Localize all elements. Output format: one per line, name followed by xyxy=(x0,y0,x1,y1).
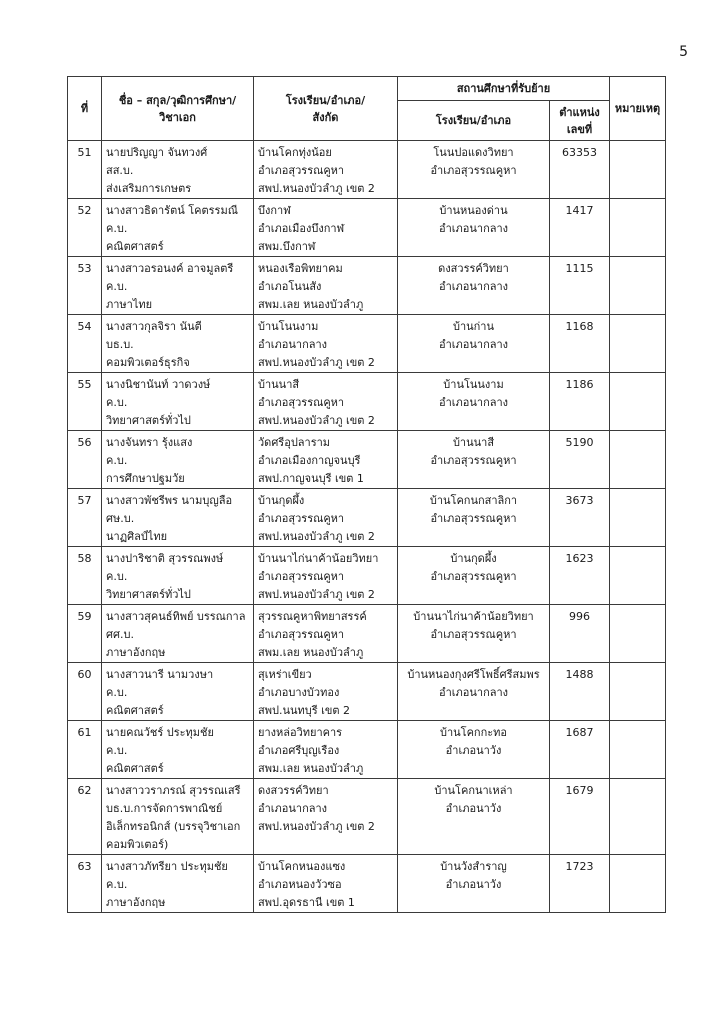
table-row xyxy=(68,315,666,373)
row-number: 53 xyxy=(68,257,102,315)
table-row xyxy=(68,199,666,257)
table-row xyxy=(68,141,666,199)
position-number-cell: 1115 xyxy=(550,257,610,315)
header-row xyxy=(68,77,666,101)
position-number-cell: 1679 xyxy=(550,779,610,855)
teacher-name-cell: นางสาวภัทรียา ประทุมชัย ค.บ. ภาษาอังกฤษ xyxy=(102,855,254,913)
transfer-table xyxy=(67,76,666,913)
table-row xyxy=(68,855,666,913)
row-number: 55 xyxy=(68,373,102,431)
position-number-cell: 996 xyxy=(550,605,610,663)
current-school-cell: วัดศรีอุปลาราม อำเภอเมืองกาญจนบุรี สพป.กาญจนบุรี เขต 1 xyxy=(254,431,398,489)
position-number-cell: 1417 xyxy=(550,199,610,257)
teacher-name-cell: นางสาวพัชรีพร นามบุญลือ ศษ.บ. นาฏศิลป์ไทย xyxy=(102,489,254,547)
current-school-cell: บ้านโนนงาม อำเภอนากลาง สพป.หนองบัวลำภู เขต 2 xyxy=(254,315,398,373)
destination-school-cell: บ้านวังสำราญ อำเภอนาวัง xyxy=(398,855,550,913)
position-number-cell: 3673 xyxy=(550,489,610,547)
remark-cell xyxy=(610,663,666,721)
table-row xyxy=(68,663,666,721)
teacher-name-cell: นางสาวสุคนธ์ทิพย์ บรรณกาล ศศ.บ. ภาษาอังกฤษ xyxy=(102,605,254,663)
current-school-cell: บ้านนาไก่นาค้าน้อยวิทยา อำเภอสุวรรณคูหา สพป.หนองบัวลำภู เขต 2 xyxy=(254,547,398,605)
header-school: โรงเรียน/อำเภอ/ สังกัด xyxy=(254,77,398,141)
current-school-cell: สุวรรณคูหาพิทยาสรรค์ อำเภอสุวรรณคูหา สพม.เลย หนองบัวลำภู xyxy=(254,605,398,663)
position-number-cell: 1488 xyxy=(550,663,610,721)
remark-cell xyxy=(610,855,666,913)
destination-school-cell: บ้านหนองกุงศรีโพธิ์ศรีสมพร อำเภอนากลาง xyxy=(398,663,550,721)
table-row xyxy=(68,547,666,605)
destination-school-cell: บ้านโคกกะทอ อำเภอนาวัง xyxy=(398,721,550,779)
position-number-cell: 1623 xyxy=(550,547,610,605)
teacher-name-cell: นางสาวกุลจิรา นันตี บธ.บ. คอมพิวเตอร์ธุรกิจ xyxy=(102,315,254,373)
current-school-cell: บ้านนาสี อำเภอสุวรรณคูหา สพป.หนองบัวลำภู เขต 2 xyxy=(254,373,398,431)
header-destination-group: สถานศึกษาที่รับย้าย xyxy=(398,77,610,101)
table-row xyxy=(68,721,666,779)
destination-school-cell: บ้านกุดผึ้ง อำเภอสุวรรณคูหา xyxy=(398,547,550,605)
row-number: 52 xyxy=(68,199,102,257)
row-number: 63 xyxy=(68,855,102,913)
row-number: 59 xyxy=(68,605,102,663)
destination-school-cell: บ้านโคกนกสาลิกา อำเภอสุวรรณคูหา xyxy=(398,489,550,547)
destination-school-cell: บ้านโนนงาม อำเภอนากลาง xyxy=(398,373,550,431)
table-row xyxy=(68,605,666,663)
destination-school-cell: ดงสวรรค์วิทยา อำเภอนากลาง xyxy=(398,257,550,315)
teacher-name-cell: นางปาริชาติ สุวรรณพงษ์ ค.บ. วิทยาศาสตร์ทั่วไป xyxy=(102,547,254,605)
row-number: 61 xyxy=(68,721,102,779)
header-remark: หมายเหตุ xyxy=(610,77,666,141)
remark-cell xyxy=(610,547,666,605)
remark-cell xyxy=(610,779,666,855)
position-number-cell: 1687 xyxy=(550,721,610,779)
current-school-cell: บ้านโคกหนองแซง อำเภอหนองวัวซอ สพป.อุดรธานี เขต 1 xyxy=(254,855,398,913)
remark-cell xyxy=(610,605,666,663)
row-number: 51 xyxy=(68,141,102,199)
row-number: 54 xyxy=(68,315,102,373)
remark-cell xyxy=(610,199,666,257)
remark-cell xyxy=(610,489,666,547)
current-school-cell: บ้านโคกทุ่งน้อย อำเภอสุวรรณคูหา สพป.หนองบัวลำภู เขต 2 xyxy=(254,141,398,199)
table-row xyxy=(68,373,666,431)
table-body xyxy=(68,141,666,913)
row-number: 58 xyxy=(68,547,102,605)
current-school-cell: สุเหร่าเขียว อำเภอบางบัวทอง สพป.นนทบุรี เขต 2 xyxy=(254,663,398,721)
destination-school-cell: บ้านนาสี อำเภอสุวรรณคูหา xyxy=(398,431,550,489)
header-position: ตำแหน่ง เลขที่ xyxy=(550,101,610,141)
position-number-cell: 1168 xyxy=(550,315,610,373)
table-row xyxy=(68,257,666,315)
teacher-name-cell: นางจันทรา รุ้งแสง ค.บ. การศึกษาปฐมวัย xyxy=(102,431,254,489)
header-name: ชื่อ – สกุล/วุฒิการศึกษา/ วิชาเอก xyxy=(102,77,254,141)
header-no: ที่ xyxy=(68,77,102,141)
destination-school-cell: บ้านนาไก่นาค้าน้อยวิทยา อำเภอสุวรรณคูหา xyxy=(398,605,550,663)
current-school-cell: หนองเรือพิทยาคม อำเภอโนนสัง สพม.เลย หนองบัวลำภู xyxy=(254,257,398,315)
remark-cell xyxy=(610,431,666,489)
row-number: 56 xyxy=(68,431,102,489)
destination-school-cell: บ้านหนองด่าน อำเภอนากลาง xyxy=(398,199,550,257)
header-destination: โรงเรียน/อำเภอ xyxy=(398,101,550,141)
destination-school-cell: บ้านก่าน อำเภอนากลาง xyxy=(398,315,550,373)
teacher-name-cell: นายคณวัชร์ ประทุมชัย ค.บ. คณิตศาสตร์ xyxy=(102,721,254,779)
teacher-name-cell: นางสาววราภรณ์ สุวรรณเสรี บธ.บ.การจัดการพาณิชย์ อิเล็กทรอนิกส์ (บรรจุวิชาเอก คอมพิวเตอร์) xyxy=(102,779,254,855)
position-number-cell: 1723 xyxy=(550,855,610,913)
position-number-cell: 5190 xyxy=(550,431,610,489)
remark-cell xyxy=(610,315,666,373)
current-school-cell: บ้านกุดผึ้ง อำเภอสุวรรณคูหา สพป.หนองบัวลำภู เขต 2 xyxy=(254,489,398,547)
destination-school-cell: บ้านโคกนาเหล่า อำเภอนาวัง xyxy=(398,779,550,855)
remark-cell xyxy=(610,721,666,779)
destination-school-cell: โนนปอแดงวิทยา อำเภอสุวรรณคูหา xyxy=(398,141,550,199)
position-number-cell: 63353 xyxy=(550,141,610,199)
position-number-cell: 1186 xyxy=(550,373,610,431)
current-school-cell: บึงกาฬ อำเภอเมืองบึงกาฬ สพม.บึงกาฬ xyxy=(254,199,398,257)
row-number: 57 xyxy=(68,489,102,547)
table-row xyxy=(68,779,666,855)
remark-cell xyxy=(610,373,666,431)
current-school-cell: ดงสวรรค์วิทยา อำเภอนากลาง สพป.หนองบัวลำภู เขต 2 xyxy=(254,779,398,855)
teacher-name-cell: นายปริญญา จันทวงศ์ สส.บ. ส่งเสริมการเกษตร xyxy=(102,141,254,199)
table-row xyxy=(68,489,666,547)
teacher-name-cell: นางนิชานันท์ วาดวงษ์ ค.บ. วิทยาศาสตร์ทั่วไป xyxy=(102,373,254,431)
page-number: 5 xyxy=(679,44,688,60)
row-number: 60 xyxy=(68,663,102,721)
table-row xyxy=(68,431,666,489)
teacher-name-cell: นางสาวนารี นามวงษา ค.บ. คณิตศาสตร์ xyxy=(102,663,254,721)
remark-cell xyxy=(610,141,666,199)
current-school-cell: ยางหล่อวิทยาคาร อำเภอศรีบุญเรือง สพม.เลย หนองบัวลำภู xyxy=(254,721,398,779)
remark-cell xyxy=(610,257,666,315)
row-number: 62 xyxy=(68,779,102,855)
teacher-name-cell: นางสาวอรอนงค์ อาจมูลตรี ค.บ. ภาษาไทย xyxy=(102,257,254,315)
teacher-name-cell: นางสาวธิดารัตน์ โคตรรมณี ค.บ. คณิตศาสตร์ xyxy=(102,199,254,257)
